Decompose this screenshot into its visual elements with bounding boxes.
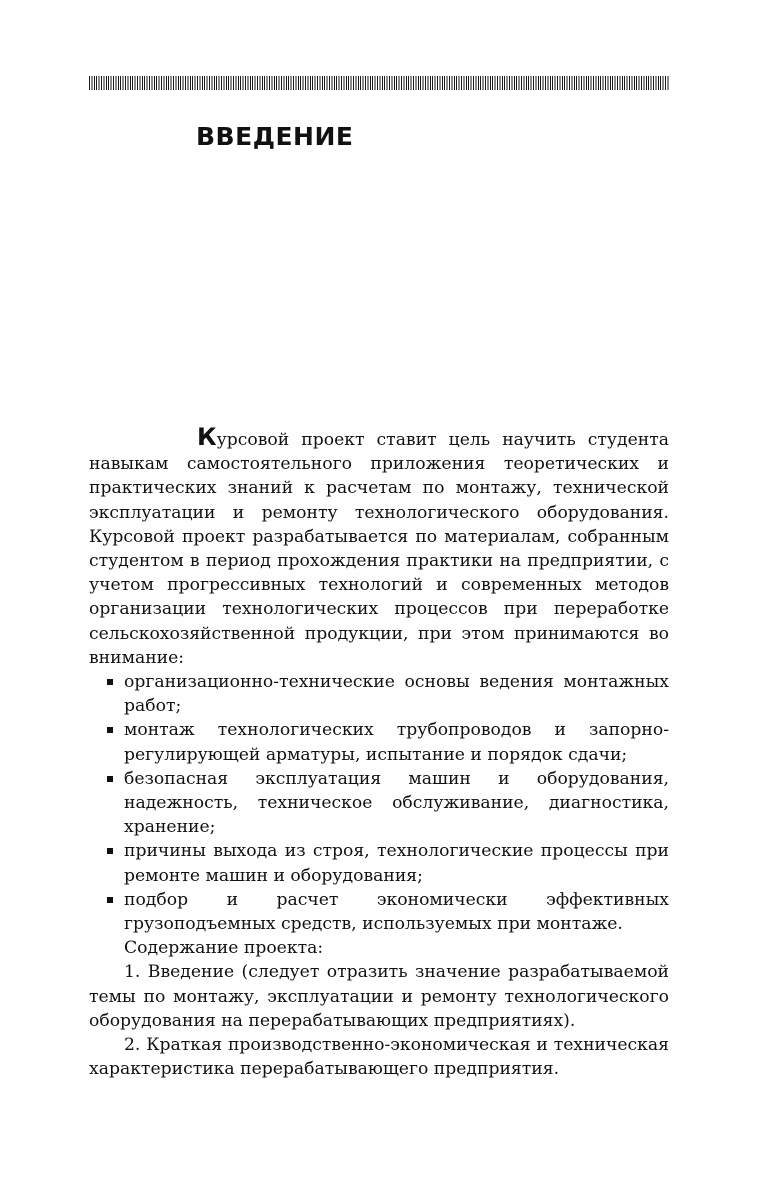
- drop-cap: К: [197, 423, 217, 451]
- section-paragraph: 1. Введение (следует отразить значение разрабатываемой темы по монтажу, эксплуатации и ремонту технологического оборудования на перерабатывающих предприятиях).: [89, 962, 669, 1031]
- list-item: [89, 718, 669, 766]
- list-item-text: монтаж технологических трубопроводов и запорно-регулирующей арматуры, испытание и порядок сдачи;: [124, 720, 669, 765]
- list-item-text: подбор и расчет экономически эффективных грузоподъемных средств, используемых при монтаже.: [124, 889, 669, 935]
- section-paragraph: 2. Краткая производственно-экономическая и техническая характеристика перерабатывающего предприятия.: [89, 1035, 669, 1080]
- decorative-top-rule: [89, 76, 669, 90]
- square-bullet-icon: [107, 848, 113, 854]
- list-item-text: организационно-технические основы ведения монтажных работ;: [124, 672, 669, 717]
- list-item: [89, 839, 669, 887]
- square-bullet-icon: [107, 727, 113, 733]
- list-item-text: причины выхода из строя, технологические процессы при ремонте машин и оборудования;: [124, 841, 669, 886]
- list-item-text: безопасная эксплуатация машин и оборудования, надежность, техническое обслуживание, диагностика, хранение;: [124, 768, 669, 838]
- square-bullet-icon: [107, 897, 113, 903]
- list-item: [89, 767, 669, 840]
- list-item: [89, 888, 669, 936]
- content-heading: Содержание проекта:: [124, 938, 324, 959]
- intro-text: урсовой проект ставит цель научить студента навыкам самостоятельного приложения теоретических и практических знаний к расчетам по монтажу, технической эксплуатации и ремонту технологического оборудования. Курсовой проект разрабатывается по материалам, собранным студентом в период прохождения практики на предприятии, с учетом прогрессивных технологий и современных методов организации технологических процессов при переработке сельскохозяйственной продукции, при этом принимаются во внимание:: [89, 430, 669, 668]
- chapter-title: ВВЕДЕНИЕ: [196, 122, 354, 151]
- square-bullet-icon: [107, 776, 113, 782]
- intro-paragraph: [89, 423, 669, 670]
- considerations-list: [89, 670, 669, 936]
- square-bullet-icon: [107, 679, 113, 685]
- list-item: [89, 670, 669, 718]
- body-text: [89, 423, 669, 1081]
